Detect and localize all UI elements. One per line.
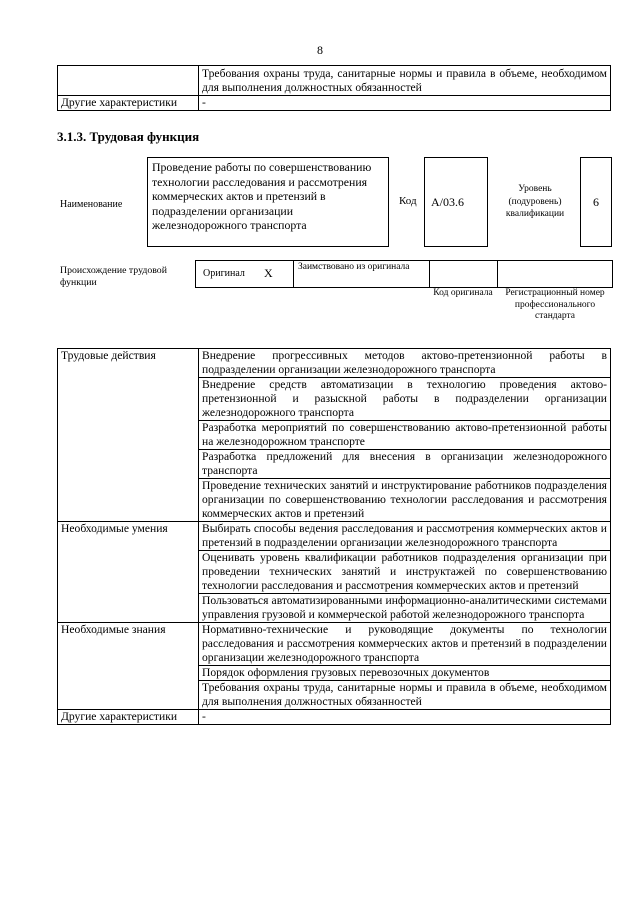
labor-action-item: Разработка предложений для внесения в организации железнодорожного транспорта bbox=[199, 450, 611, 479]
borrowed-label: Заимствовано из оригинала bbox=[298, 262, 410, 272]
labor-actions-label: Трудовые действия bbox=[58, 349, 199, 522]
skills-label: Необходимые умения bbox=[58, 522, 199, 623]
top-table bbox=[57, 65, 611, 111]
main-table bbox=[57, 348, 611, 725]
code-value: A/03.6 bbox=[431, 195, 464, 209]
knowledge-item: Порядок оформления грузовых перевозочных документов bbox=[199, 666, 611, 681]
labor-action-item: Проведение технических занятий и инструктирование работников подразделения организации по совершенствованию технологии расследования и рассмотрения коммерческих актов и претензий bbox=[199, 479, 611, 522]
level-box bbox=[580, 157, 612, 247]
other-characteristics-label: Другие характеристики bbox=[58, 710, 199, 725]
origin-divider-2 bbox=[429, 260, 430, 287]
function-name-box bbox=[147, 157, 389, 247]
reg-number-caption: Регистрационный номер профессионального стандарта bbox=[505, 288, 605, 321]
code-box bbox=[424, 157, 488, 247]
knowledge-item: Нормативно-технические и руководящие документы по технологии расследования и рассмотрения коммерческих актов и претензий в подразделении организации железнодорожного транспорта bbox=[199, 623, 611, 666]
origin-divider-1 bbox=[293, 260, 294, 287]
labor-action-item: Разработка мероприятий по совершенствованию актово-претензионной работы на железнодорожном транспорте bbox=[199, 421, 611, 450]
origin-divider-3 bbox=[497, 260, 498, 287]
original-label: Оригинал bbox=[203, 268, 245, 279]
page-number: 8 bbox=[317, 43, 323, 57]
skill-item: Пользоваться автоматизированными информационно-аналитическими системами управления грузовой и коммерческой работой железнодорожного транспорта bbox=[199, 594, 611, 623]
original-mark: X bbox=[264, 266, 273, 280]
code-original-caption: Код оригинала bbox=[433, 288, 493, 298]
knowledge-label: Необходимые знания bbox=[58, 623, 199, 710]
labor-action-item: Внедрение средств автоматизации в технологию проведения актово-претензионной и разыскной работы в подразделении организации железнодорожного транспорта bbox=[199, 378, 611, 421]
name-label: Наименование bbox=[60, 199, 123, 210]
origin-label: Происхождение трудовой функции bbox=[60, 265, 167, 288]
top-requirements-text: Требования охраны труда, санитарные нормы и правила в объеме, необходимом для выполнения должностных обязанностей bbox=[199, 66, 611, 96]
section-title: 3.1.3. Трудовая функция bbox=[57, 129, 200, 144]
other-characteristics-value: - bbox=[199, 710, 611, 725]
top-other-value: - bbox=[199, 96, 611, 111]
skill-item: Выбирать способы ведения расследования и рассмотрения коммерческих актов и претензий в подразделении организации железнодорожного транспорта bbox=[199, 522, 611, 551]
labor-action-item: Внедрение прогрессивных методов актово-претензионной работы в подразделении организации железнодорожного транспорта bbox=[199, 349, 611, 378]
function-name-text: Проведение работы по совершенствованию технологии расследования и рассмотрения коммерческих актов и претензий в подразделении организации железнодорожного транспорта bbox=[152, 160, 372, 233]
code-label: Код bbox=[399, 195, 417, 207]
skill-item: Оценивать уровень квалификации работников подразделения организации при проведении технических занятий и инструктажей по совершенствованию технологии расследования и рассмотрения коммерческих актов и претензий bbox=[199, 551, 611, 594]
top-other-label: Другие характеристики bbox=[58, 96, 199, 111]
knowledge-item: Требования охраны труда, санитарные нормы и правила в объеме, необходимом для выполнения должностных обязанностей bbox=[199, 681, 611, 710]
level-value: 6 bbox=[593, 195, 599, 209]
level-label: Уровень (подуровень) квалификации bbox=[505, 184, 565, 219]
